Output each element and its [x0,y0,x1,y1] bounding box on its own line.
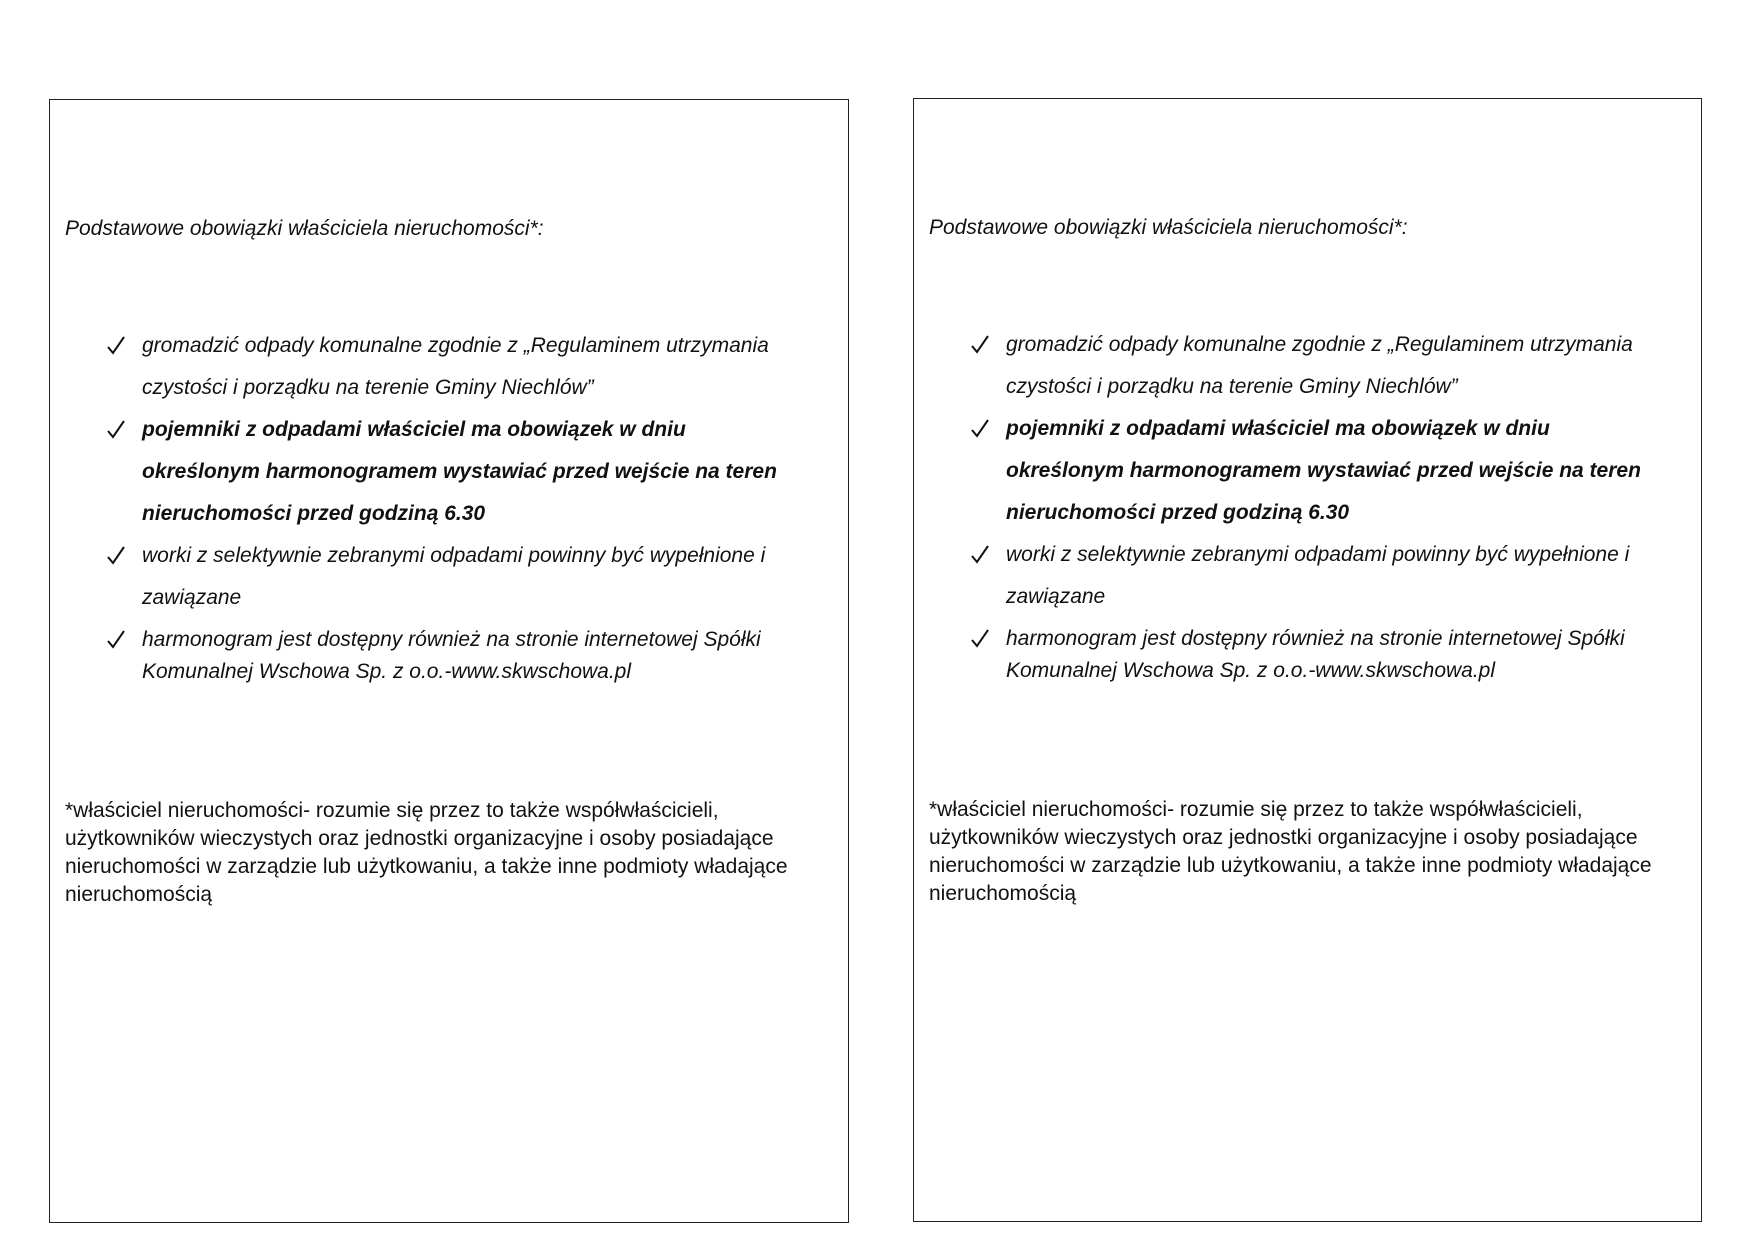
checkmark-icon [970,534,992,576]
list-item [106,535,806,619]
list-item [970,324,1670,408]
list-item-text: worki z selektywnie zebranymi odpadami powinny być wypełnione i zawiązane [1006,543,1630,608]
list-item-text: gromadzić odpady komunalne zgodnie z „Regulaminem utrzymania czystości i porządku na terenie Gminy Niechlów” [1006,333,1633,398]
panel-heading: Podstawowe obowiązki właściciela nieruchomości*: [929,216,1408,239]
list-item-text: harmonogram jest dostępny również na stronie internetowej Spółki Komunalnej Wschowa Sp. z o.o.-www.skwschowa.pl [1006,627,1625,682]
list-item [106,409,806,535]
checkmark-icon [106,409,128,451]
checkmark-icon [970,324,992,366]
checkmark-icon [970,408,992,450]
list-item [970,618,1670,687]
footnote: *właściciel nieruchomości- rozumie się przez to także współwłaścicieli, użytkowników wieczystych oraz jednostki organizacyjne i osoby posiadające nieruchomości w zarządzie lub użytkowaniu, a także inne podmioty władające nieruchomością [65,799,788,906]
list-item-text: harmonogram jest dostępny również na stronie internetowej Spółki Komunalnej Wschowa Sp. z o.o.-www.skwschowa.pl [142,628,761,683]
list-item-text: pojemniki z odpadami właściciel ma obowiązek w dniu określonym harmonogramem wystawiać przed wejście na teren nieruchomości przed godziną 6.30 [142,418,777,525]
checkmark-icon [970,623,992,665]
list-item-text: worki z selektywnie zebranymi odpadami powinny być wypełnione i zawiązane [142,544,766,609]
leaflet-panel-left [49,99,849,1223]
checkmark-icon [106,535,128,577]
obligations-list [106,325,806,688]
list-item-text: pojemniki z odpadami właściciel ma obowiązek w dniu określonym harmonogramem wystawiać przed wejście na teren nieruchomości przed godziną 6.30 [1006,417,1641,524]
leaflet-panel-right [913,98,1702,1222]
list-item [970,408,1670,534]
list-item [106,619,806,688]
obligations-list [970,324,1670,687]
checkmark-icon [106,325,128,367]
panel-heading: Podstawowe obowiązki właściciela nieruchomości*: [65,217,544,240]
list-item [106,325,806,409]
list-item-text: gromadzić odpady komunalne zgodnie z „Regulaminem utrzymania czystości i porządku na terenie Gminy Niechlów” [142,334,769,399]
footnote: *właściciel nieruchomości- rozumie się przez to także współwłaścicieli, użytkowników wieczystych oraz jednostki organizacyjne i osoby posiadające nieruchomości w zarządzie lub użytkowaniu, a także inne podmioty władające nieruchomością [929,798,1652,905]
list-item [970,534,1670,618]
checkmark-icon [106,624,128,666]
